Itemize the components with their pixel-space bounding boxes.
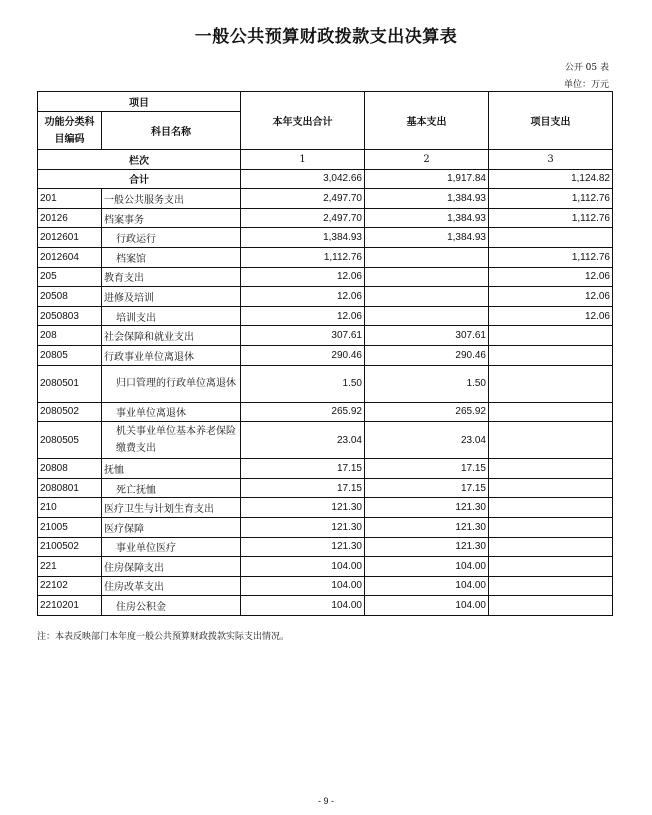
footnote: 注：本表反映部门本年度一般公共预算财政拨款实际支出情况。 (37, 632, 290, 642)
row-project: 12.06 (489, 287, 613, 307)
table-row (38, 287, 613, 307)
row-code: 2012604 (38, 247, 102, 267)
page-title: 一般公共预算财政拨款支出决算表 (194, 27, 458, 47)
table-row (38, 422, 613, 459)
row-name: 住房保障支出 (102, 557, 241, 577)
header-func-code: 功能分类科目编码 (38, 112, 102, 150)
table-row (38, 537, 613, 557)
row-total: 104.00 (241, 576, 365, 596)
row-code: 2100502 (38, 537, 102, 557)
row-basic: 23.04 (365, 422, 489, 459)
row-total: 17.15 (241, 478, 365, 498)
col-number-3: 3 (489, 150, 613, 170)
table-row (38, 267, 613, 287)
table-row (38, 402, 613, 422)
row-code: 208 (38, 326, 102, 346)
row-name: 培训支出 (102, 306, 241, 326)
row-project (489, 345, 613, 365)
row-code: 201 (38, 189, 102, 209)
row-code: 2210201 (38, 596, 102, 616)
row-project: 1,112.76 (489, 208, 613, 228)
row-basic (365, 247, 489, 267)
table-row (38, 247, 613, 267)
row-project (489, 402, 613, 422)
row-total: 121.30 (241, 537, 365, 557)
row-basic: 104.00 (365, 576, 489, 596)
row-code: 2080801 (38, 478, 102, 498)
row-basic: 121.30 (365, 517, 489, 537)
row-name: 住房改革支出 (102, 576, 241, 596)
row-code: 210 (38, 498, 102, 518)
table-row (38, 228, 613, 248)
row-code: 20126 (38, 208, 102, 228)
row-name: 抚恤 (102, 459, 241, 479)
row-project: 12.06 (489, 267, 613, 287)
row-name: 教育支出 (102, 267, 241, 287)
row-basic: 307.61 (365, 326, 489, 346)
table-row (38, 557, 613, 577)
column-label: 栏次 (38, 150, 241, 170)
row-basic: 1,384.93 (365, 208, 489, 228)
header-total: 本年支出合计 (241, 92, 365, 150)
summary-row (38, 169, 613, 189)
row-total: 1,384.93 (241, 228, 365, 248)
row-basic (365, 267, 489, 287)
row-project (489, 537, 613, 557)
row-name: 住房公积金 (102, 596, 241, 616)
summary-label: 合计 (38, 169, 241, 189)
row-total: 2,497.70 (241, 189, 365, 209)
row-total: 121.30 (241, 498, 365, 518)
row-basic: 17.15 (365, 459, 489, 479)
row-name: 事业单位医疗 (102, 537, 241, 557)
row-project (489, 596, 613, 616)
row-code: 22102 (38, 576, 102, 596)
table-row (38, 326, 613, 346)
row-basic: 104.00 (365, 596, 489, 616)
summary-basic: 1,917.84 (365, 169, 489, 189)
header-row-1 (38, 92, 613, 112)
row-code: 20508 (38, 287, 102, 307)
row-project (489, 422, 613, 459)
row-project: 1,112.76 (489, 247, 613, 267)
row-total: 17.15 (241, 459, 365, 479)
row-code: 20805 (38, 345, 102, 365)
row-project (489, 365, 613, 402)
row-name: 归口管理的行政单位离退休 (102, 365, 241, 402)
table-row (38, 478, 613, 498)
budget-table (37, 91, 613, 616)
row-project (489, 478, 613, 498)
row-code: 21005 (38, 517, 102, 537)
row-total: 1,112.76 (241, 247, 365, 267)
row-code: 205 (38, 267, 102, 287)
header-subject-name: 科目名称 (102, 112, 241, 150)
summary-total: 3,042.66 (241, 169, 365, 189)
row-basic: 121.30 (365, 498, 489, 518)
row-project (489, 576, 613, 596)
row-project (489, 228, 613, 248)
row-code: 20808 (38, 459, 102, 479)
row-project (489, 557, 613, 577)
col-number-1: 1 (241, 150, 365, 170)
row-name: 死亡抚恤 (102, 478, 241, 498)
row-project (489, 459, 613, 479)
row-total: 265.92 (241, 402, 365, 422)
row-name: 档案馆 (102, 247, 241, 267)
column-number-row (38, 150, 613, 170)
row-project (489, 498, 613, 518)
row-basic: 121.30 (365, 537, 489, 557)
col-number-2: 2 (365, 150, 489, 170)
row-total: 104.00 (241, 557, 365, 577)
row-project: 1,112.76 (489, 189, 613, 209)
row-basic: 290.46 (365, 345, 489, 365)
row-name: 机关事业单位基本养老保险缴费支出 (102, 422, 241, 459)
row-total: 121.30 (241, 517, 365, 537)
row-name: 进修及培训 (102, 287, 241, 307)
row-total: 307.61 (241, 326, 365, 346)
row-project (489, 326, 613, 346)
row-basic (365, 306, 489, 326)
header-item: 项目 (38, 92, 241, 112)
row-code: 2050803 (38, 306, 102, 326)
row-total: 12.06 (241, 267, 365, 287)
header-basic: 基本支出 (365, 92, 489, 150)
row-name: 一般公共服务支出 (102, 189, 241, 209)
row-total: 12.06 (241, 287, 365, 307)
row-basic: 104.00 (365, 557, 489, 577)
row-basic: 265.92 (365, 402, 489, 422)
row-total: 1.50 (241, 365, 365, 402)
table-row (38, 596, 613, 616)
row-total: 23.04 (241, 422, 365, 459)
table-row (38, 189, 613, 209)
row-basic: 1.50 (365, 365, 489, 402)
row-project: 12.06 (489, 306, 613, 326)
unit-label: 单位：万元 (563, 80, 609, 90)
row-total: 12.06 (241, 306, 365, 326)
row-code: 2080501 (38, 365, 102, 402)
table-row (38, 306, 613, 326)
row-name: 事业单位离退休 (102, 402, 241, 422)
row-code: 2080502 (38, 402, 102, 422)
row-name: 行政事业单位离退休 (102, 345, 241, 365)
row-code: 221 (38, 557, 102, 577)
table-row (38, 365, 613, 402)
row-basic: 1,384.93 (365, 189, 489, 209)
table-row (38, 208, 613, 228)
row-name: 医疗保障 (102, 517, 241, 537)
row-name: 医疗卫生与计划生育支出 (102, 498, 241, 518)
row-basic: 1,384.93 (365, 228, 489, 248)
summary-project: 1,124.82 (489, 169, 613, 189)
row-total: 104.00 (241, 596, 365, 616)
page-number: - 9 - (317, 796, 334, 806)
row-name: 行政运行 (102, 228, 241, 248)
form-id: 公开 05 表 (564, 63, 609, 73)
table-row (38, 498, 613, 518)
row-name: 档案事务 (102, 208, 241, 228)
row-basic (365, 287, 489, 307)
table-row (38, 345, 613, 365)
row-project (489, 517, 613, 537)
row-basic: 17.15 (365, 478, 489, 498)
table-row (38, 459, 613, 479)
row-code: 2080505 (38, 422, 102, 459)
row-code: 2012601 (38, 228, 102, 248)
table-row (38, 517, 613, 537)
row-name: 社会保障和就业支出 (102, 326, 241, 346)
header-project: 项目支出 (489, 92, 613, 150)
row-total: 290.46 (241, 345, 365, 365)
row-total: 2,497.70 (241, 208, 365, 228)
table-row (38, 576, 613, 596)
